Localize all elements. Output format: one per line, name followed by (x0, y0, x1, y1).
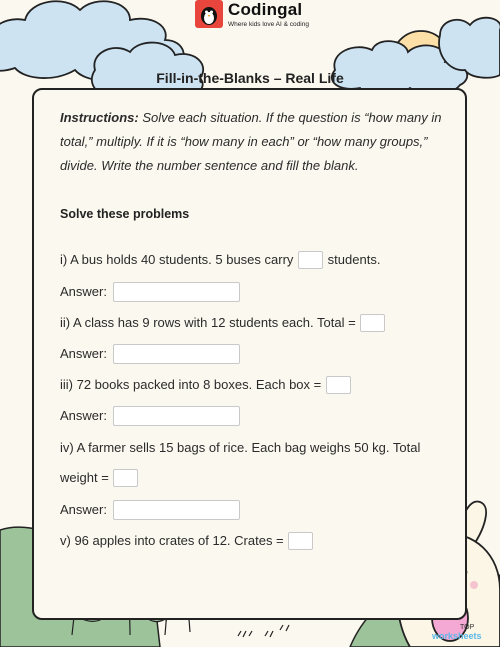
question-1-blank[interactable] (298, 251, 323, 269)
top-worksheets-logo (432, 623, 496, 641)
answer-2-label: Answer: (60, 346, 107, 361)
question-3-blank[interactable] (326, 376, 351, 394)
instructions-text: Solve each situation. If the question is “how many in total,” multiply. If it is “how many in each” or “how many groups,” divide. Write the number sentence and fill the blank. (60, 110, 442, 173)
question-1-after: students. (327, 252, 381, 267)
answer-2-input[interactable] (113, 344, 240, 364)
question-4-line1: iv) A farmer sells 15 bags of rice. Each bag weighs 50 kg. Total (60, 440, 421, 455)
answer-1-input[interactable] (113, 282, 240, 302)
question-1-text: i) A bus holds 40 students. 5 buses carry (60, 252, 294, 267)
top-worksheets-top: TOP (460, 624, 475, 631)
question-3 (60, 376, 352, 394)
question-5-text: v) 96 apples into crates of 12. Crates = (60, 533, 284, 548)
question-2-text: ii) A class has 9 rows with 12 students each. Total = (60, 315, 356, 330)
instructions-lead: Instructions: (60, 110, 139, 125)
instructions (60, 106, 445, 178)
brand-logo (195, 0, 335, 30)
question-3-text: iii) 72 books packed into 8 boxes. Each box = (60, 377, 322, 392)
worksheet-title: Fill-in-the-Blanks – Real Life (156, 70, 344, 86)
answer-1-label: Answer: (60, 284, 107, 299)
penguin-logo-icon (195, 0, 223, 28)
question-2 (60, 314, 386, 332)
question-5-blank[interactable] (288, 532, 313, 550)
question-2-blank[interactable] (360, 314, 385, 332)
question-4-text: weight = (60, 470, 109, 485)
brand-tagline: Where kids love AI & coding (228, 21, 309, 28)
section-heading: Solve these problems (60, 207, 190, 221)
question-4 (60, 469, 139, 487)
top-worksheets-name: worksheets (432, 631, 482, 641)
answer-4-input[interactable] (113, 500, 240, 520)
answer-4-label: Answer: (60, 502, 107, 517)
brand-name: Codingal (228, 0, 303, 19)
answer-3-label: Answer: (60, 408, 107, 423)
question-1 (60, 251, 380, 269)
answer-3-input[interactable] (113, 406, 240, 426)
question-5 (60, 532, 314, 550)
question-4-blank[interactable] (113, 469, 138, 487)
